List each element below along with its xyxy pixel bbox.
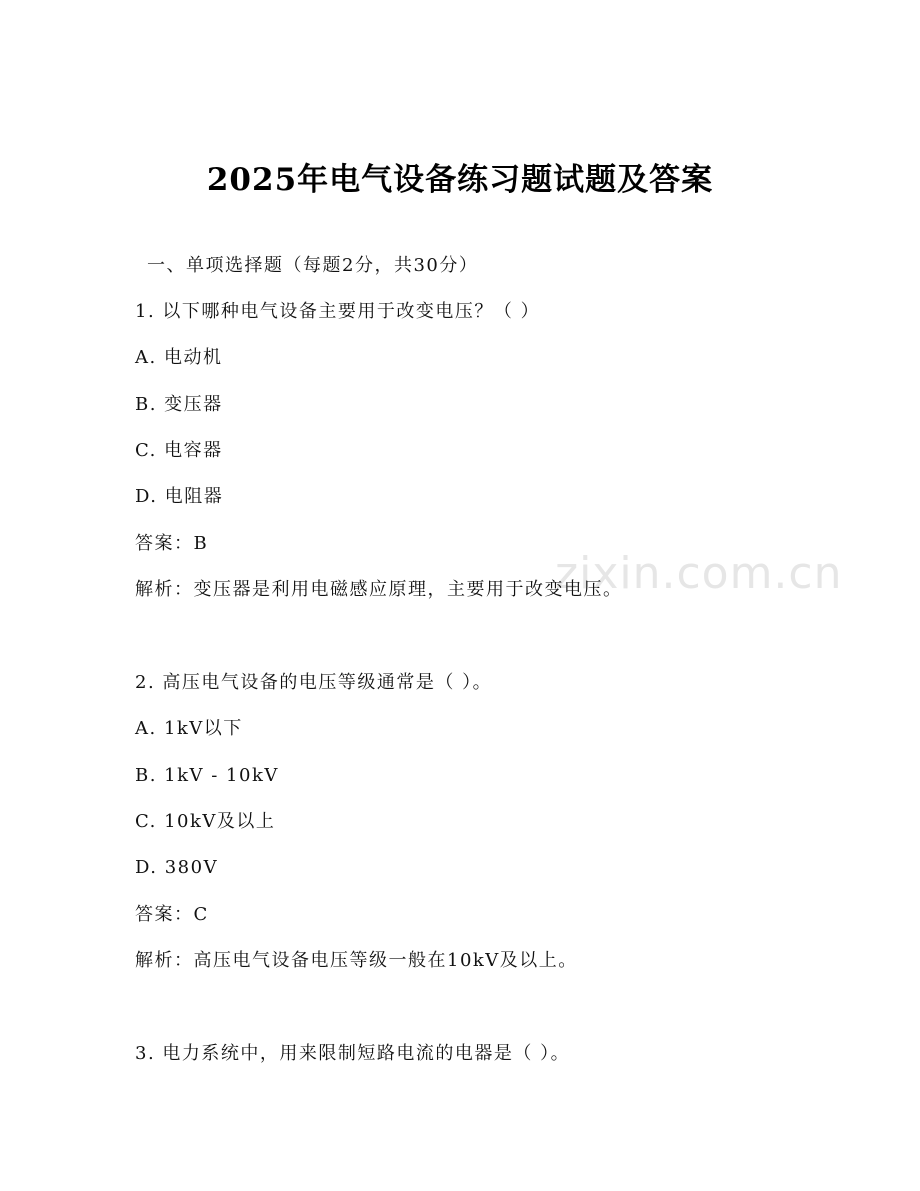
- question-1-option-a: A. 电动机: [135, 347, 223, 368]
- question-2-answer: 答案：C: [135, 904, 209, 925]
- question-2-option-b: B. 1kV - 10kV: [135, 765, 279, 786]
- question-1-stem: 1. 以下哪种电气设备主要用于改变电压？（ ）: [135, 301, 541, 322]
- question-2-stem: 2. 高压电气设备的电压等级通常是（ ）。: [135, 672, 493, 693]
- question-1-option-b: B. 变压器: [135, 394, 223, 415]
- question-2-option-d: D. 380V: [135, 857, 219, 878]
- question-1-explanation: 解析：变压器是利用电磁感应原理，主要用于改变电压。: [135, 579, 623, 600]
- question-3-stem: 3. 电力系统中，用来限制短路电流的电器是（ ）。: [135, 1043, 571, 1064]
- question-1-option-d: D. 电阻器: [135, 486, 224, 507]
- question-1-answer: 答案：B: [135, 533, 209, 554]
- page-title: 2025年电气设备练习题试题及答案: [206, 162, 714, 198]
- question-2-option-c: C. 10kV及以上: [135, 811, 276, 832]
- watermark: zixin.com.cn: [555, 548, 843, 599]
- section-heading: 一、单项选择题（每题2分，共30分）: [147, 255, 479, 276]
- question-2-option-a: A. 1kV以下: [135, 718, 243, 739]
- question-2-explanation: 解析：高压电气设备电压等级一般在10kV及以上。: [135, 950, 578, 971]
- question-1-option-c: C. 电容器: [135, 440, 223, 461]
